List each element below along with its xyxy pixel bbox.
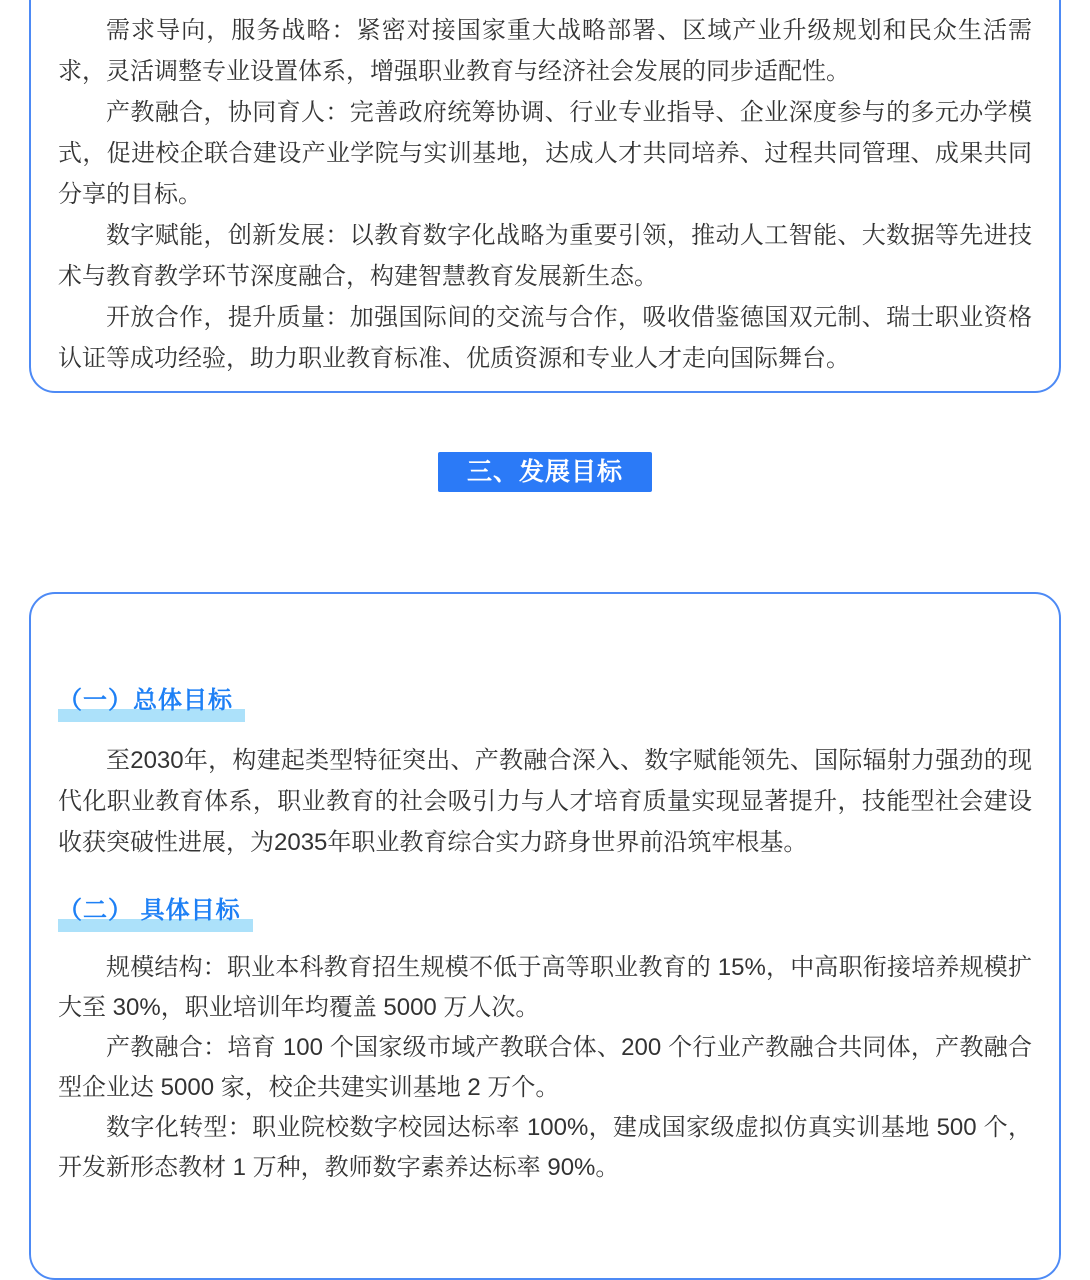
subsection-heading-overall xyxy=(58,688,1032,722)
overall-goal-paragraph: 至2030年，构建起类型特征突出、产教融合深入、数字赋能领先、国际辐射力强劲的现代化职业教育体系，职业教育的社会吸引力与人才培育质量实现显著提升，技能型社会建设收获突破性进展，为2035年职业教育综合实力跻身世界前沿筑牢根基。 xyxy=(58,747,1032,856)
section-header-row xyxy=(0,452,1090,492)
section-title-badge: 三、发展目标 xyxy=(438,452,652,492)
subsection-heading-overall-label: （一）总体目标 xyxy=(58,688,245,722)
subsection-heading-specific xyxy=(58,898,1032,932)
specific-goal-paragraph-digital: 数字化转型：职业院校数字校园达标率 100%，建成国家级虚拟仿真实训基地 500 个，开发新形态教材 1 万种，教师数字素养达标率 90%。 xyxy=(58,1114,1032,1181)
development-goals-card xyxy=(29,592,1061,1280)
guiding-principles-card xyxy=(29,0,1061,393)
subsection-heading-specific-label: （二） 具体目标 xyxy=(58,898,253,932)
principle-paragraph-digital: 数字赋能，创新发展：以教育数字化战略为重要引领，推动人工智能、大数据等先进技术与教育教学环节深度融合，构建智慧教育发展新生态。 xyxy=(58,222,1032,290)
specific-goal-paragraph-integration: 产教融合：培育 100 个国家级市域产教联合体、200 个行业产教融合共同体，产教融合型企业达 5000 家，校企共建实训基地 2 万个。 xyxy=(58,1034,1032,1101)
principle-paragraph-cooperation: 开放合作，提升质量：加强国际间的交流与合作，吸收借鉴德国双元制、瑞士职业资格认证等成功经验，助力职业教育标准、优质资源和专业人才走向国际舞台。 xyxy=(58,304,1032,372)
principle-paragraph-demand: 需求导向，服务战略：紧密对接国家重大战略部署、区域产业升级规划和民众生活需求，灵活调整专业设置体系，增强职业教育与经济社会发展的同步适配性。 xyxy=(58,17,1032,85)
principle-paragraph-integration: 产教融合，协同育人：完善政府统筹协调、行业专业指导、企业深度参与的多元办学模式，促进校企联合建设产业学院与实训基地，达成人才共同培养、过程共同管理、成果共同分享的目标。 xyxy=(58,99,1032,208)
specific-goal-paragraph-scale: 规模结构：职业本科教育招生规模不低于高等职业教育的 15%，中高职衔接培养规模扩大至 30%，职业培训年均覆盖 5000 万人次。 xyxy=(58,954,1032,1021)
